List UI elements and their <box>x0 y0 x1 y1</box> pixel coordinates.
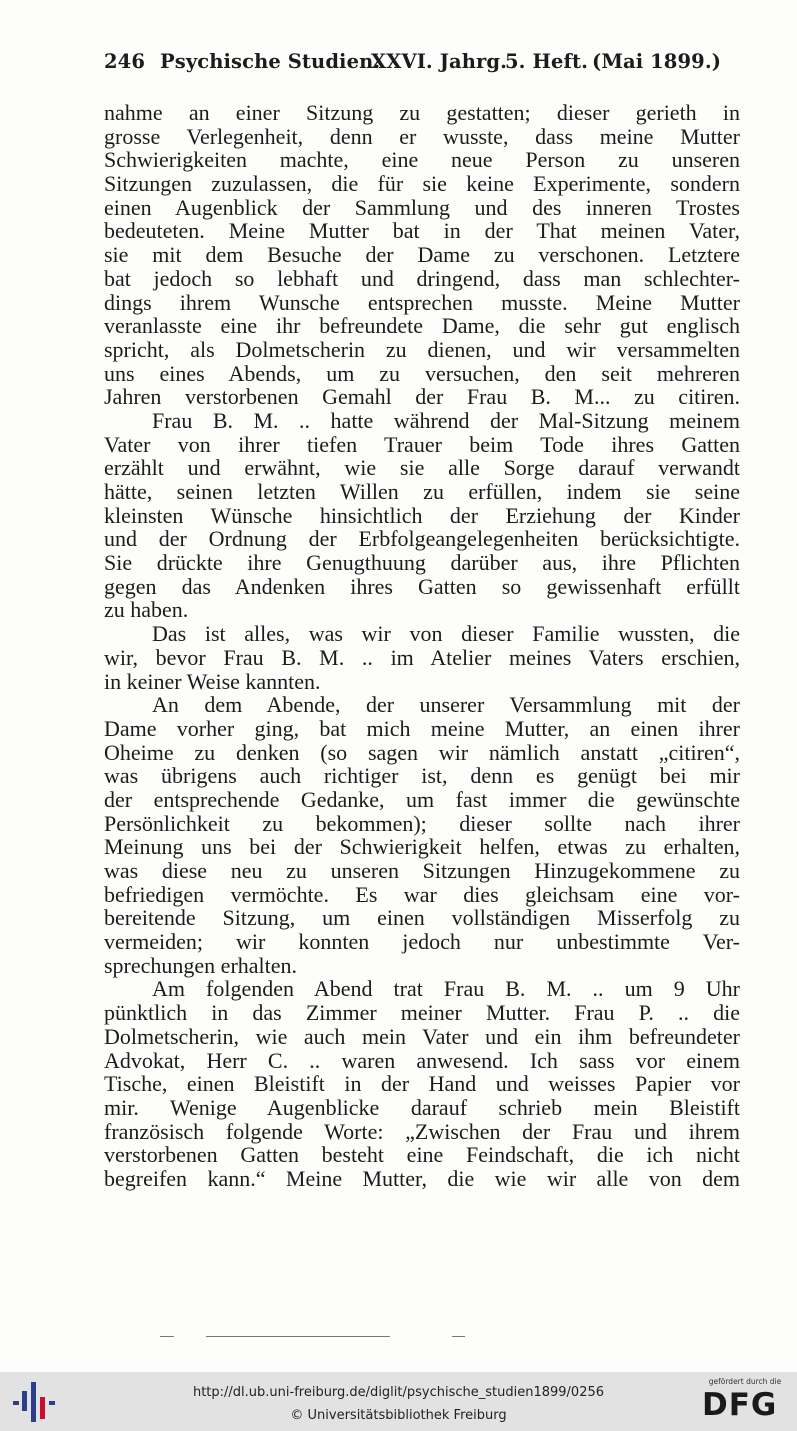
text-line: Jahren verstorbenen Gemahl der Frau B. M... zu citiren. <box>104 384 740 410</box>
text-line: Am folgenden Abend trat Frau B. M. .. um 9 Uhr <box>152 976 740 1002</box>
text-line: sie mit dem Besuche der Dame zu verschonen. Letztere <box>104 242 740 268</box>
text-line: bedeuteten. Meine Mutter bat in der That meinen Vater, <box>104 218 740 244</box>
text-line: Sie drückte ihre Genugthuung darüber aus, ihre Pflichten <box>104 550 740 576</box>
dfg-logo[interactable] <box>700 1377 790 1427</box>
footer-rule-short <box>452 1336 465 1337</box>
text-line: der entsprechende Gedanke, um fast immer die gewünschte <box>104 786 740 812</box>
running-title: Psychische Studien. <box>160 50 381 73</box>
text-line: gegen das Andenken ihres Gatten so gewissenhaft erfüllt <box>104 573 740 599</box>
text-line: Oheime zu denken (so sagen wir nämlich anstatt „citiren“, <box>104 739 740 765</box>
text-line: pünktlich in das Zimmer meiner Mutter. Frau P. .. die <box>104 1000 740 1026</box>
text-line: Sitzungen zuzulassen, die für sie keine Experimente, sondern <box>104 171 740 197</box>
text-line: hätte, seinen letzten Willen zu erfüllen, indem sie seine <box>104 479 740 504</box>
text-line: sprechungen erhalten. <box>104 952 298 978</box>
text-line: und der Ordnung der Erbfolgeangelegenheiten berücksichtigte. <box>104 526 740 552</box>
page-number: 246 <box>104 50 146 73</box>
text-line: kleinsten Wünsche hinsichtlich der Erziehung der Kinder <box>104 502 740 528</box>
text-line: Dame vorher ging, bat mich meine Mutter, an einen ihrer <box>104 715 740 741</box>
issue-label: 5. Heft. <box>505 50 588 73</box>
text-line: Vater von ihrer tiefen Trauer beim Tode ihres Gatten <box>104 431 740 457</box>
text-line: französisch folgende Worte: „Zwischen der Frau und ihrem <box>104 1118 740 1144</box>
text-line: Meinung uns bei der Schwierigkeit helfen, etwas zu erhalten, <box>104 834 740 860</box>
footer-rules <box>0 1336 797 1340</box>
text-line: nahme an einer Sitzung zu gestatten; dieser gerieth in <box>104 100 740 125</box>
text-line: wir, bevor Frau B. M. .. im Atelier meines Vaters erschien, <box>104 644 740 670</box>
text-line: Tische, einen Bleistift in der Hand und weisses Papier vor <box>104 1071 740 1097</box>
text-line: Advokat, Herr C. .. waren anwesend. Ich sass vor einem <box>104 1047 740 1073</box>
text-line: begreifen kann.“ Meine Mutter, die wie wir alle von dem <box>104 1165 740 1191</box>
volume-label: XXVI. Jahrg. <box>371 50 508 73</box>
text-line: Persönlichkeit zu bekommen); dieser sollte nach ihrer <box>104 810 740 836</box>
viewer-footer-bar <box>0 1372 797 1431</box>
text-line: Dolmetscherin, wie auch mein Vater und ein ihm befreundeter <box>104 1023 740 1049</box>
text-line: zu haben. <box>104 597 189 623</box>
running-header <box>104 50 740 80</box>
text-line: einen Augenblick der Sammlung und des inneren Trostes <box>104 194 740 220</box>
date-label: (Mai 1899.) <box>592 50 722 73</box>
text-line: uns eines Abends, um zu versuchen, den seit mehreren <box>104 360 740 386</box>
text-line: Schwierigkeiten machte, eine neue Person zu unseren <box>104 147 740 173</box>
footer-rule-long <box>206 1336 390 1337</box>
dfg-tagline: gefördert durch die <box>708 1377 782 1386</box>
text-line: bereitende Sitzung, um einen vollständigen Misserfolg zu <box>104 905 740 931</box>
dfg-wordmark: DFG <box>702 1387 778 1423</box>
text-line: erzählt und erwähnt, wie sie alle Sorge darauf verwandt <box>104 455 740 481</box>
text-line: An dem Abende, der unserer Versammlung mit der <box>152 692 740 718</box>
text-line: mir. Wenige Augenblicke darauf schrieb mein Bleistift <box>104 1094 740 1120</box>
text-line: was diese neu zu unseren Sitzungen Hinzugekommene zu <box>104 858 740 883</box>
text-line: Frau B. M. .. hatte während der Mal-Sitzung meinem <box>152 407 740 433</box>
permalink-url[interactable]: http://dl.ub.uni-freiburg.de/diglit/psychische_studien1899/0256 <box>192 1385 605 1400</box>
text-line: was übrigens auch richtiger ist, denn es genügt bei mir <box>104 763 740 789</box>
text-line: grosse Verlegenheit, denn er wusste, dass meine Mutter <box>104 123 740 149</box>
text-line: veranlasste eine ihr befreundete Dame, die sehr gut englisch <box>104 313 740 339</box>
text-line: dings ihrem Wunsche entsprechen musste. Meine Mutter <box>104 289 740 315</box>
text-line: Das ist alles, was wir von dieser Familie wussten, die <box>152 621 740 647</box>
text-line: vermeiden; wir konnten jedoch nur unbestimmte Ver- <box>104 929 740 955</box>
copyright-notice: © Universitätsbibliothek Freiburg <box>290 1408 507 1423</box>
text-line: bat jedoch so lebhaft und dringend, dass man schlechter- <box>104 265 740 291</box>
text-line: befriedigen vermöchte. Es war dies gleichsam eine vor- <box>104 881 740 907</box>
text-line: verstorbenen Gatten besteht eine Feindschaft, die ich nicht <box>104 1142 740 1168</box>
text-line: spricht, als Dolmetscherin zu dienen, und wir versammelten <box>104 336 740 362</box>
text-line: in keiner Weise kannten. <box>104 668 321 694</box>
body-text <box>104 101 740 1191</box>
footer-rule-short <box>160 1336 174 1337</box>
